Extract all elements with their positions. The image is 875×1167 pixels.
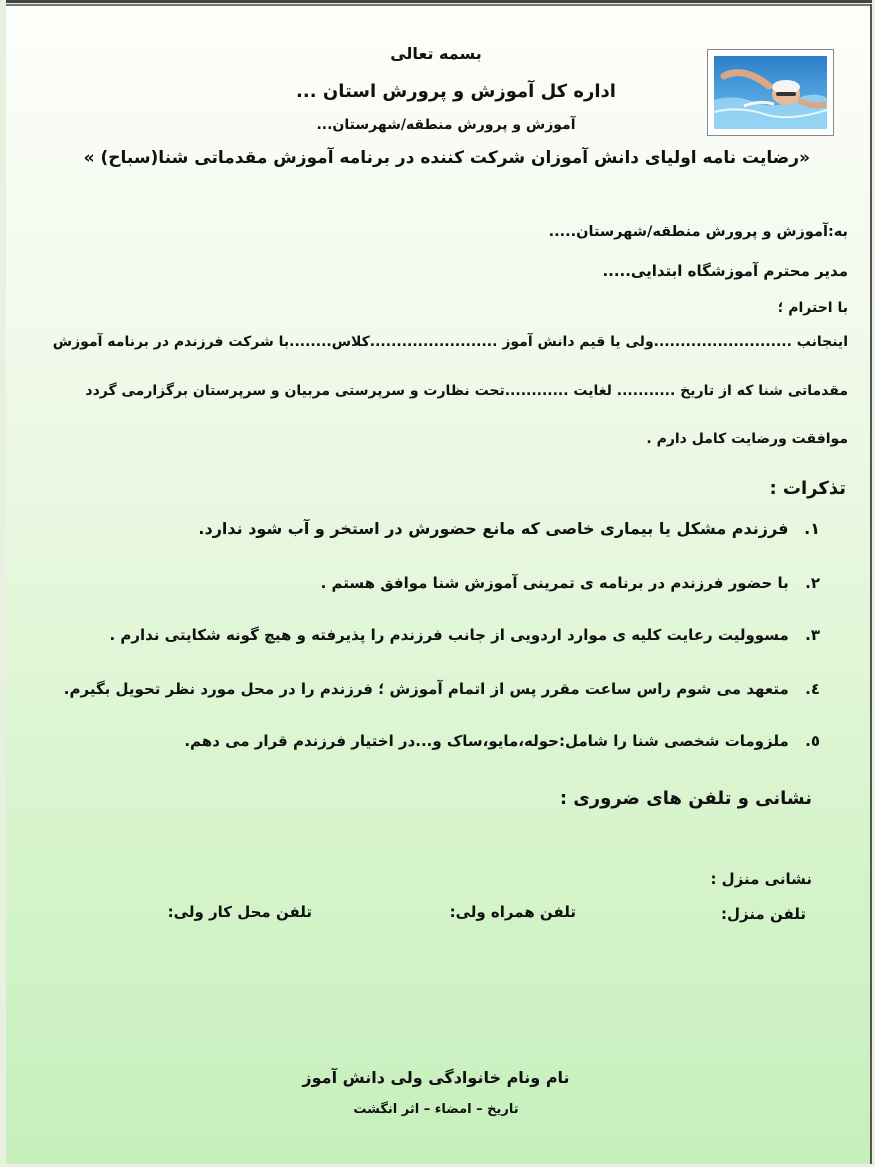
note-number: ۱. — [804, 519, 820, 538]
note-number: ۲. — [805, 574, 820, 592]
note-number: ۳. — [805, 626, 820, 644]
signature-name-line: نام ونام خانوادگی ولی دانش آموز — [302, 1068, 570, 1087]
notes-heading: تذکرات : — [769, 478, 846, 499]
page-top-border — [6, 0, 872, 3]
to-line: به:آموزش و پرورش منطقه/شهرستان..... — [548, 224, 848, 240]
note-text: ملزومات شخصی شنا را شامل:حوله،مایو،ساک و...در اختیار فرزندم قرار می دهم. — [184, 732, 789, 750]
document-page — [6, 4, 872, 1164]
contact-heading: نشانی و تلفن های ضروری : — [559, 788, 812, 809]
note-item — [64, 680, 820, 698]
note-number: ٤. — [805, 680, 820, 698]
note-text: فرزندم مشکل یا بیماری خاصی که مانع حضورش در استخر و آب شود ندارد. — [198, 519, 789, 538]
mobile-phone-label: تلفن همراه ولی: — [449, 903, 576, 921]
note-item — [198, 519, 820, 538]
letter-body-line-1: اینجانب ..........................ولی یا قیم دانش آموز ........................کلاس........با شرکت فرزندم در برنامه آموزش — [52, 334, 848, 350]
note-text: با حضور فرزندم در برنامه ی تمرینی آموزش شنا موافق هستم . — [320, 574, 789, 592]
note-text: مسوولیت رعایت کلیه ی موارد اردویی از جانب فرزندم را پذیرفته و هیچ گونه شکایتی ندارم . — [109, 626, 789, 644]
work-phone-label: تلفن محل کار ولی: — [167, 903, 312, 921]
note-item — [109, 626, 820, 644]
signature-date-line: تاریخ – امضاء – اثر انگشت — [353, 1102, 519, 1117]
note-number: ٥. — [805, 732, 820, 750]
note-text: متعهد می شوم راس ساعت مقرر پس از اتمام آموزش ؛ فرزندم را در محل مورد نظر تحویل بگیرم. — [63, 680, 789, 698]
bismillah: بسمه تعالی — [390, 44, 482, 63]
letter-body-line-2: مقدماتی شنا که از تاریخ ........... لغایت ............تحت نظارت و سرپرستی مربیان و سرپرستان برگزارمی گردد — [85, 383, 848, 399]
org-line: اداره کل آموزش و پرورش استان ... — [296, 81, 616, 102]
home-phone-label: تلفن منزل: — [720, 905, 806, 923]
greeting: با احترام ؛ — [777, 300, 848, 316]
swimmer-photo-icon — [707, 49, 834, 136]
page-title: «رضایت نامه اولیای دانش آموزان شرکت کننده در برنامه آموزش مقدماتی شنا(سباح) » — [83, 148, 810, 168]
letter-body-line-3: موافقت ورضایت کامل دارم . — [646, 431, 848, 447]
sub-org-line: آموزش و پرورش منطقه/شهرستان... — [316, 117, 576, 133]
manager-line: مدیر محترم آموزشگاه ابتدایی..... — [602, 262, 848, 280]
note-item — [184, 732, 820, 750]
address-label: نشانی منزل : — [710, 870, 812, 888]
note-item — [321, 574, 820, 592]
